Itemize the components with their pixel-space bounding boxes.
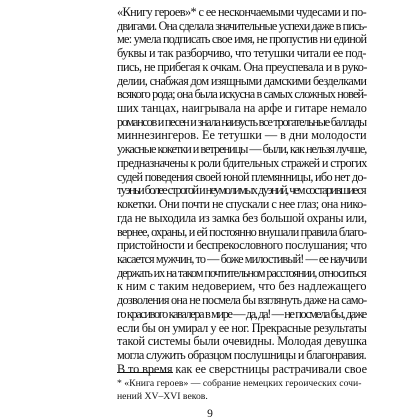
text-line: буквы и так разборчиво, что тетушки читали ее под- (117, 46, 366, 61)
text-line: могла служить образцом послушницы и благонравия. (117, 348, 367, 362)
text-line: пристойности и беспрекословного послушания; что (117, 238, 367, 253)
text-line: пись, не прибегая к очкам. Она преуспевала и в руко- (117, 59, 367, 74)
text-line: держать их на таком почтительном расстоянии, относиться (117, 265, 366, 280)
text-line: кокетки. Они почти не спускали с нее глаз; она нико- (117, 197, 367, 212)
text-line: такой системы были очевидны. Молодая девушка (117, 334, 367, 349)
text-line: предназначены к роли бдительных стражей и строгих (117, 155, 367, 170)
footnote-rule (117, 372, 173, 373)
text-line: го красивого кавалера в мире — да, да! — не посмела бы, даже (117, 306, 366, 321)
text-line: судей поведения своей юной племянницы, ибо нет до- (117, 169, 367, 184)
text-line: ших танцах, наигрывала на арфе и гитаре немало (117, 101, 367, 116)
text-line: ме: умела подписать свое имя, не пропустив ни единой (117, 32, 367, 47)
text-line: делии, снабжая дом изящными дамскими безделками (117, 73, 367, 88)
footnote-line: нений XV–XVI веков. (117, 391, 208, 402)
text-line: всякого рода; она была искусна в самых сложных новей- (117, 87, 367, 102)
text-line: к ним с таким недоверием, что без надлежащего (117, 279, 367, 294)
footnote-line: * «Книга героев» — собрание немецких героических сочи- (117, 378, 362, 389)
text-line: «Книгу героев»* с ее нескончаемыми чудесами и по- (117, 5, 367, 19)
text-line: романсов и песен и знала наизусть все трогательные баллады (117, 114, 366, 129)
text-line: дозволения она не посмела бы взглянуть даже на само- (117, 293, 367, 308)
text-line: касается мужчин, то — боже милостивый! — ее научили (117, 251, 367, 266)
text-line: ужасные кокетки и ветреницы — были, как нельзя лучше, (117, 142, 367, 157)
text-line: вернее, охраны, и ей постоянно внушали правила благо- (117, 224, 367, 239)
text-line: гда не выходила из замка без большой охраны или, (117, 210, 367, 225)
text-line: если бы он умирал у ее ног. Прекрасные результаты (117, 320, 367, 335)
text-line: туэньи более строгой и неумолимых дуэний, чем состарившиеся (117, 183, 366, 198)
page-number: 9 (207, 408, 213, 420)
text-line: миннезингеров. Ее тетушки — в дни молодости (117, 128, 367, 143)
text-line: В то время как ее сверстницы растрачивали свое (117, 361, 367, 376)
text-line: двигами. Она сделала значительные успехи даже в пись- (117, 18, 367, 33)
